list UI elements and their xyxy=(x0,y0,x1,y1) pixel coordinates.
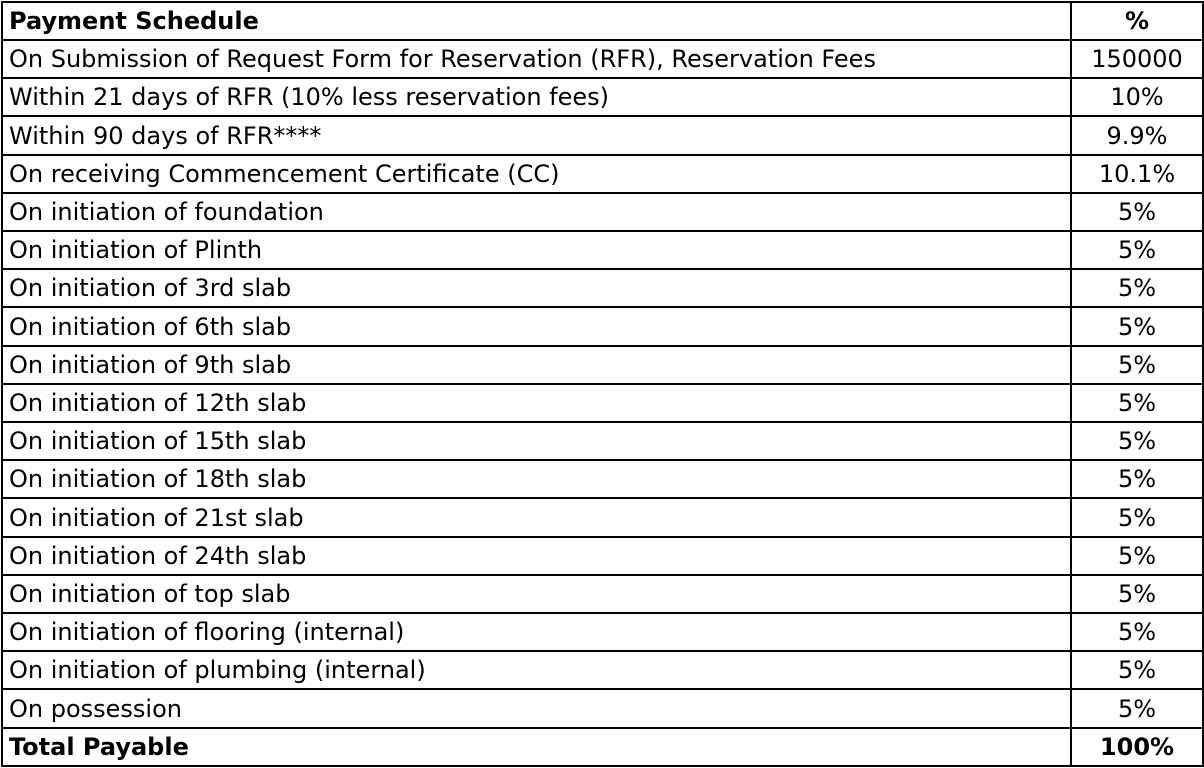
table-row xyxy=(2,575,1203,613)
milestone-cell: On initiation of plumbing (internal) xyxy=(2,651,1071,689)
milestone-cell: On initiation of 21st slab xyxy=(2,498,1071,536)
table-row xyxy=(2,689,1203,727)
percent-cell: 5% xyxy=(1071,231,1203,269)
table-row xyxy=(2,422,1203,460)
percent-cell: 5% xyxy=(1071,613,1203,651)
milestone-cell: On initiation of top slab xyxy=(2,575,1071,613)
table-row xyxy=(2,307,1203,345)
table-row xyxy=(2,613,1203,651)
percent-cell: 5% xyxy=(1071,537,1203,575)
percent-cell: 5% xyxy=(1071,193,1203,231)
percent-cell: 5% xyxy=(1071,575,1203,613)
milestone-cell: On initiation of 6th slab xyxy=(2,307,1071,345)
table-row xyxy=(2,155,1203,193)
percent-cell: 5% xyxy=(1071,498,1203,536)
milestone-cell: On initiation of foundation xyxy=(2,193,1071,231)
header-percent-cell: % xyxy=(1071,2,1203,40)
table-row xyxy=(2,40,1203,78)
table-header-row xyxy=(2,2,1203,40)
percent-cell: 5% xyxy=(1071,689,1203,727)
table-row xyxy=(2,269,1203,307)
milestone-cell: On Submission of Request Form for Reservation (RFR), Reservation Fees xyxy=(2,40,1071,78)
milestone-cell: On initiation of Plinth xyxy=(2,231,1071,269)
total-percent-cell: 100% xyxy=(1071,728,1203,766)
milestone-cell: On receiving Commencement Certificate (CC) xyxy=(2,155,1071,193)
table-row xyxy=(2,231,1203,269)
table-row xyxy=(2,651,1203,689)
milestone-cell: On initiation of 9th slab xyxy=(2,346,1071,384)
percent-cell: 5% xyxy=(1071,422,1203,460)
milestone-cell: On initiation of flooring (internal) xyxy=(2,613,1071,651)
milestone-cell: On initiation of 3rd slab xyxy=(2,269,1071,307)
table-row xyxy=(2,460,1203,498)
milestone-cell: On possession xyxy=(2,689,1071,727)
percent-cell: 10% xyxy=(1071,78,1203,116)
milestone-cell: Within 90 days of RFR**** xyxy=(2,116,1071,154)
total-label-cell: Total Payable xyxy=(2,728,1071,766)
percent-cell: 5% xyxy=(1071,269,1203,307)
milestone-cell: Within 21 days of RFR (10% less reservation fees) xyxy=(2,78,1071,116)
milestone-cell: On initiation of 18th slab xyxy=(2,460,1071,498)
milestone-cell: On initiation of 12th slab xyxy=(2,384,1071,422)
percent-cell: 5% xyxy=(1071,651,1203,689)
percent-cell: 5% xyxy=(1071,384,1203,422)
milestone-cell: On initiation of 15th slab xyxy=(2,422,1071,460)
table-row xyxy=(2,346,1203,384)
percent-cell: 5% xyxy=(1071,346,1203,384)
percent-cell: 5% xyxy=(1071,307,1203,345)
total-row xyxy=(2,728,1203,766)
table-row xyxy=(2,78,1203,116)
payment-schedule-table xyxy=(1,1,1204,767)
table-row xyxy=(2,384,1203,422)
table-row xyxy=(2,116,1203,154)
percent-cell: 5% xyxy=(1071,460,1203,498)
percent-cell: 150000 xyxy=(1071,40,1203,78)
table-row xyxy=(2,498,1203,536)
header-label-cell: Payment Schedule xyxy=(2,2,1071,40)
table-row xyxy=(2,537,1203,575)
percent-cell: 10.1% xyxy=(1071,155,1203,193)
milestone-cell: On initiation of 24th slab xyxy=(2,537,1071,575)
percent-cell: 9.9% xyxy=(1071,116,1203,154)
table-row xyxy=(2,193,1203,231)
